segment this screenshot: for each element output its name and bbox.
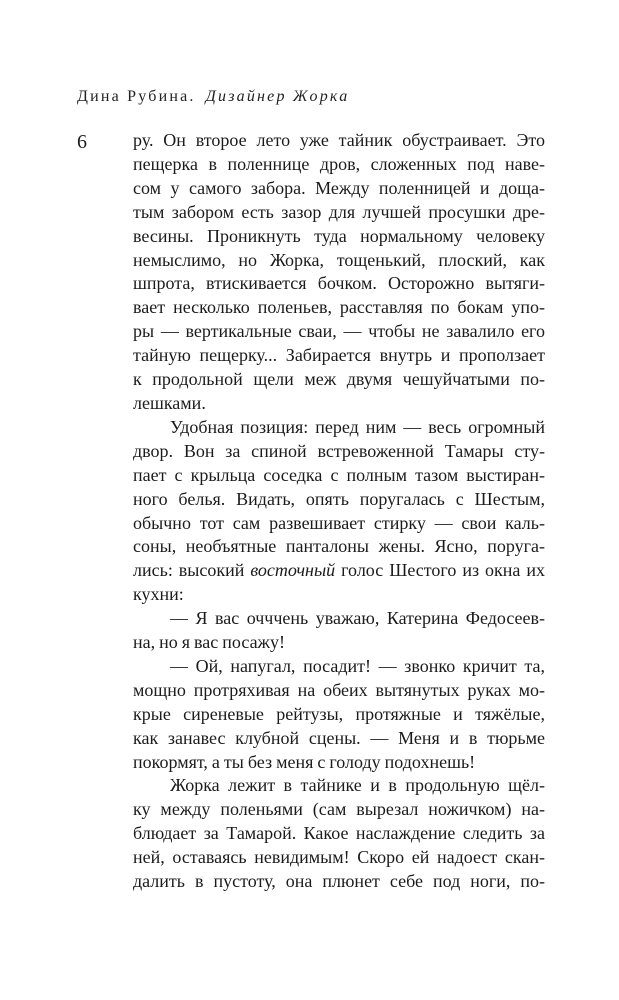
text-segment: обычно тот сам развешивает стирку — свои каль-: [133, 512, 545, 533]
running-header: [77, 88, 349, 106]
text-segment: тайную пещерку... Забирается внутрь и проползает: [133, 345, 545, 366]
text-segment: Удобная позиция: перед ним — весь огромный: [170, 416, 545, 437]
text-line: [133, 440, 545, 464]
text-line: [133, 249, 545, 273]
text-segment: голос Шестого из окна их: [335, 560, 545, 581]
text-segment: ней, оставаясь невидимым! Скоро ей надоест скан-: [133, 847, 545, 868]
text-segment: тым забором есть зазор для лучшей просушки дре-: [133, 201, 545, 222]
text-segment: — Ой, напугал, посадит! — звонко кричит та,: [170, 655, 545, 676]
text-line: [133, 703, 545, 727]
text-line: [133, 344, 545, 368]
text-segment: шпрота, втискивается бочком. Осторожно вытяги-: [133, 273, 545, 294]
text-line: [133, 153, 545, 177]
text-segment: соны, необъятные панталоны жены. Ясно, поруга-: [133, 536, 545, 557]
text-segment: Жорка лежит в тайнике и в продольную щёл-: [170, 775, 545, 796]
text-line: [133, 774, 545, 798]
text-line: [133, 679, 545, 703]
paragraph: [133, 655, 545, 775]
text-line: [133, 559, 545, 583]
text-segment: покормят, а ты без меня с голоду подохнешь!: [133, 751, 476, 772]
text-line: [133, 607, 545, 631]
text-segment: кухни:: [133, 584, 184, 605]
text-segment: ного белья. Видать, опять поругалась с Шестым,: [133, 488, 545, 509]
text-segment: пает с крыльца соседка с полным тазом выстиран-: [133, 464, 545, 485]
text-line: [133, 225, 545, 249]
emphasis-text: восточный: [250, 560, 336, 581]
paragraph: [133, 774, 545, 894]
text-line: [133, 392, 545, 416]
text-line: [133, 512, 545, 536]
text-segment: двор. Вон за спиной встревоженной Тамары сту-: [133, 440, 545, 461]
text-line: [133, 727, 545, 751]
text-segment: крые сиреневые рейтузы, протяжные и тяжёлые,: [133, 703, 545, 724]
page-number: 6: [77, 131, 87, 153]
text-segment: как занавес клубной сцены. — Меня и в тюрьме: [133, 727, 545, 748]
text-line: [133, 177, 545, 201]
text-line: [133, 870, 545, 894]
text-segment: ру. Он второе лето уже тайник обустраивает. Это: [133, 130, 545, 150]
text-line: [133, 272, 545, 296]
text-line: [133, 488, 545, 512]
text-line: [133, 751, 545, 775]
paragraph: [133, 607, 545, 655]
paragraph: [133, 416, 545, 607]
text-segment: немыслимо, но Жорка, тощенький, плоский, как: [133, 249, 545, 270]
text-segment: весины. Проникнуть туда нормальному человеку: [133, 225, 545, 246]
text-segment: блюдает за Тамарой. Какое наслаждение следить за: [133, 823, 545, 844]
text-segment: к продольной щели меж двумя чешуйчатыми по-: [133, 369, 545, 390]
text-line: [133, 296, 545, 320]
text-segment: мощно протряхивая на обеих вытянутых руках мо-: [133, 679, 545, 700]
text-line: [133, 320, 545, 344]
text-line: [133, 129, 545, 153]
text-segment: ры — вертикальные сваи, — чтобы не завалило его: [133, 321, 545, 342]
text-segment: — Я вас очччень уважаю, Катерина Федосеев-: [170, 608, 545, 629]
text-segment: сом у самого забора. Между поленницей и доща-: [133, 177, 545, 198]
text-segment: вает несколько поленьев, расставляя по бокам упо-: [133, 297, 545, 318]
text-segment: ку между поленьями (сам вырезал ножичком) на-: [133, 799, 545, 820]
text-segment: далить в пустоту, она плюнет себе под ноги, по-: [133, 871, 545, 892]
text-line: [133, 583, 545, 607]
text-block: [133, 129, 545, 894]
header-book-title: Дизайнер Жорка: [205, 88, 350, 105]
text-line: [133, 631, 545, 655]
text-line: [133, 464, 545, 488]
text-segment: лись: высокий: [133, 560, 251, 581]
text-line: [133, 416, 545, 440]
text-line: [133, 655, 545, 679]
text-line: [133, 822, 545, 846]
text-segment: лешками.: [133, 392, 206, 413]
paragraph: [133, 129, 545, 416]
text-line: [133, 368, 545, 392]
text-line: [133, 846, 545, 870]
text-line: [133, 798, 545, 822]
text-segment: на, но я вас посажу!: [133, 632, 285, 653]
text-line: [133, 535, 545, 559]
text-segment: пещерка в поленнице дров, сложенных под наве-: [133, 153, 545, 174]
header-author: Дина Рубина.: [77, 88, 196, 105]
text-line: [133, 201, 545, 225]
